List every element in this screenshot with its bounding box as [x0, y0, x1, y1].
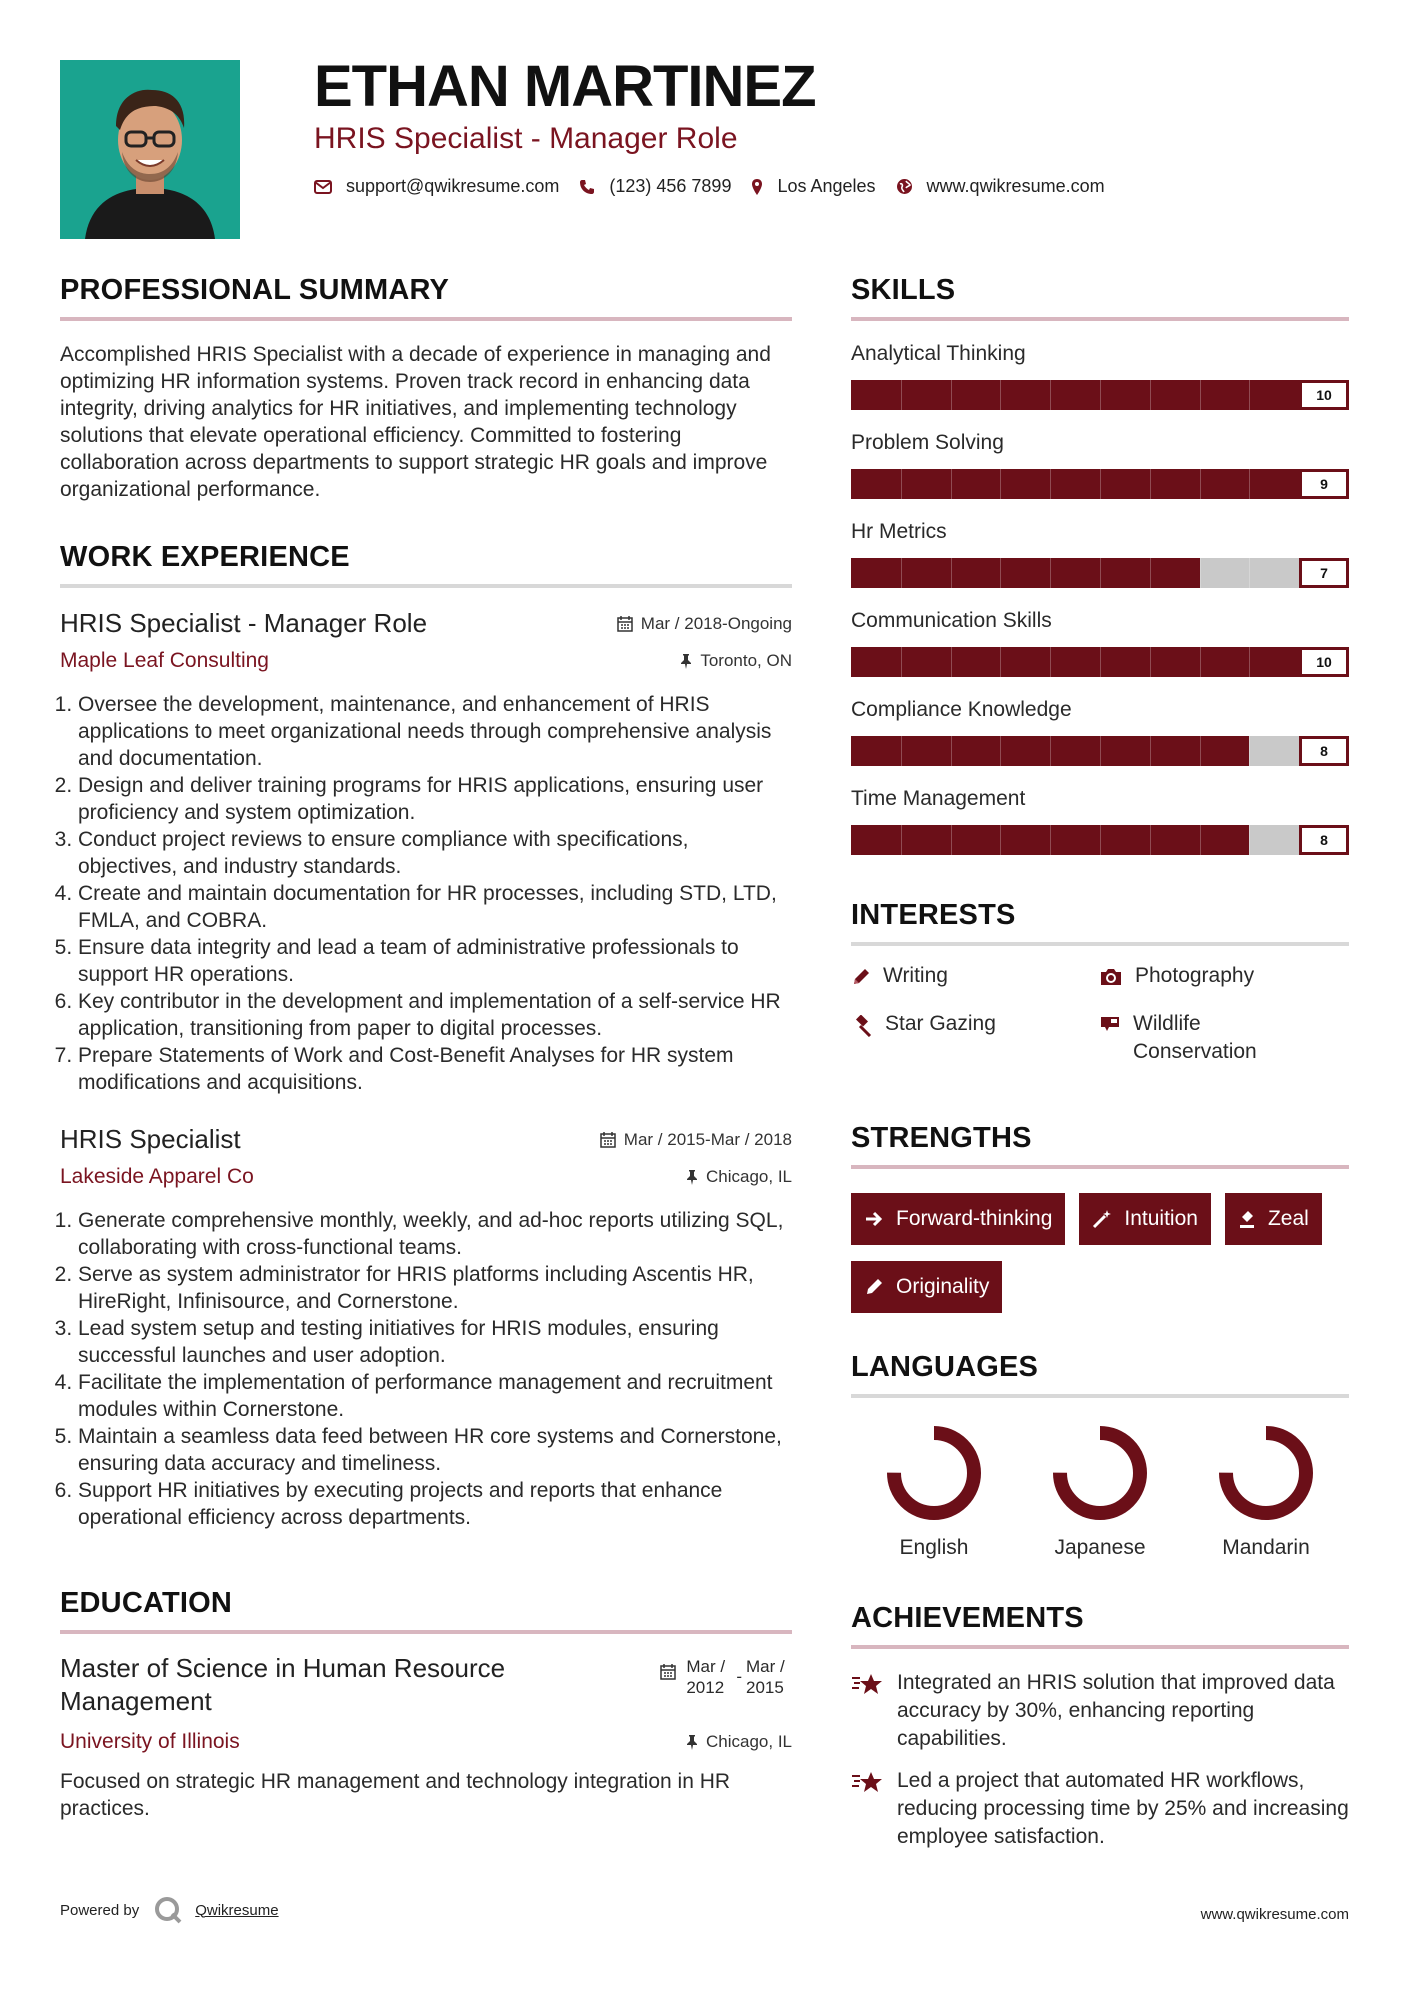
contact-bar — [314, 176, 1125, 197]
responsibility-item: 3. Lead system setup and testing initiatives for HRIS modules, ensuring successful launches and user adoption. — [78, 1315, 792, 1369]
shooting-star-icon — [851, 1672, 883, 1696]
interest-item — [851, 962, 1099, 990]
contact-location — [751, 176, 875, 197]
responsibility-item: 3. Conduct project reviews to ensure compliance with specifications, objectives, and industry standards. — [78, 826, 792, 880]
skill-bar-segment — [951, 736, 952, 766]
language-item — [1183, 1424, 1349, 1560]
language-ring-arc — [1060, 1433, 1140, 1513]
skill-bar-segment — [1150, 736, 1151, 766]
skill-bar-segment — [1050, 647, 1051, 677]
skill-bar — [851, 558, 1349, 588]
calendar-icon — [617, 616, 633, 632]
powered-by-label: Powered by — [60, 1901, 140, 1919]
shooting-star-icon — [851, 1770, 883, 1794]
brand-link[interactable]: Qwikresume — [195, 1901, 279, 1919]
skill-bar-segment — [1200, 647, 1201, 677]
summary-section — [60, 276, 792, 503]
job-entry — [60, 608, 792, 1096]
skill-name: Compliance Knowledge — [851, 698, 1072, 721]
skill-bar-segment — [1100, 558, 1101, 588]
school-location — [686, 1732, 792, 1752]
flag-icon — [1099, 1015, 1121, 1035]
job-location — [686, 1167, 792, 1187]
interests-divider — [851, 942, 1349, 946]
responsibility-item: 6. Key contributor in the development and implementation of a self-service HR application, transitioning from paper to digital processes. — [78, 988, 792, 1042]
calendar-icon — [660, 1664, 676, 1680]
skill-bar-segment — [1100, 380, 1101, 410]
education-date-start: Mar / 2012 — [686, 1657, 726, 1697]
strengths-divider — [851, 1165, 1349, 1169]
language-name: Japanese — [1054, 1536, 1146, 1559]
skill-score: 7 — [1299, 558, 1349, 588]
interest-item — [1099, 1010, 1349, 1066]
footer-powered-by — [60, 1895, 279, 1925]
experience-divider — [60, 584, 792, 588]
skill-bar-segment — [1000, 469, 1001, 499]
skill-bar-segment — [901, 558, 902, 588]
skill-item — [851, 699, 1349, 766]
skill-name: Problem Solving — [851, 431, 1004, 454]
skill-bar — [851, 380, 1349, 410]
language-ring — [1051, 1424, 1149, 1522]
interests-section — [851, 901, 1349, 1066]
education-title: EDUCATION — [60, 1587, 233, 1619]
skills-divider — [851, 317, 1349, 321]
skill-score: 8 — [1299, 825, 1349, 855]
left-column — [60, 276, 792, 1822]
interest-item — [851, 1010, 1099, 1066]
candidate-name: ETHAN MARTINEZ — [314, 54, 816, 119]
interest-label: Star Gazing — [885, 1012, 996, 1035]
language-name: Mandarin — [1222, 1536, 1310, 1559]
job-location-text: Toronto, ON — [700, 651, 792, 670]
skill-bar-segment — [1000, 736, 1001, 766]
skills-title: SKILLS — [851, 274, 956, 306]
skill-bar-segment — [1200, 736, 1201, 766]
skill-bar-segment — [1050, 736, 1051, 766]
achievement-text: Led a project that automated HR workflows, reducing processing time by 25% and increasing employee satisfaction. — [897, 1769, 1349, 1848]
skill-bar-segment — [951, 825, 952, 855]
skill-bar-segment — [1100, 647, 1101, 677]
responsibility-item: 1. Generate comprehensive monthly, weekly, and ad-hoc reports utilizing SQL, collaborating with cross-functional teams. — [78, 1207, 792, 1261]
languages-list — [851, 1424, 1349, 1560]
achievements-divider — [851, 1645, 1349, 1649]
degree-title: Master of Science in Human Resource Management — [60, 1653, 506, 1716]
skills-list — [851, 343, 1349, 855]
skill-bar-segment — [1150, 380, 1151, 410]
skill-bar-segment — [1249, 469, 1250, 499]
contact-phone-text: (123) 456 7899 — [609, 176, 732, 196]
phone-icon — [579, 179, 595, 195]
gavel-icon — [1238, 1209, 1256, 1229]
summary-divider — [60, 317, 792, 321]
skill-bar-segment — [951, 647, 952, 677]
strength-label: Intuition — [1124, 1207, 1198, 1230]
skill-bar-segment — [901, 736, 902, 766]
education-date — [660, 1656, 792, 1718]
skill-bar-segment — [1050, 380, 1051, 410]
skill-bar — [851, 647, 1349, 677]
skills-section — [851, 276, 1349, 855]
skill-bar-segment — [1249, 380, 1250, 410]
skill-bar-segment — [1150, 558, 1151, 588]
achievement-item — [851, 1767, 1349, 1851]
skill-bar-segment — [901, 825, 902, 855]
right-column — [851, 276, 1349, 1851]
skill-bar-segment — [1249, 558, 1250, 588]
skill-bar-segment — [901, 469, 902, 499]
skill-bar-segment — [1000, 380, 1001, 410]
interests-title: INTERESTS — [851, 899, 1016, 931]
language-ring — [1217, 1424, 1315, 1522]
strengths-title: STRENGTHS — [851, 1122, 1032, 1154]
interest-item — [1099, 962, 1349, 990]
interest-label: Writing — [883, 964, 948, 987]
responsibility-item: 5. Maintain a seamless data feed between HR core systems and Cornerstone, ensuring data accuracy and timeliness. — [78, 1423, 792, 1477]
responsibility-item: 5. Ensure data integrity and lead a team of administrative professionals to support HR operations. — [78, 934, 792, 988]
language-ring-arc — [1226, 1433, 1306, 1513]
strength-chip — [851, 1193, 1065, 1245]
skill-bar-fill — [851, 469, 1299, 499]
achievement-item — [851, 1669, 1349, 1753]
skill-bar-segment — [951, 469, 952, 499]
skill-bar-segment — [1150, 647, 1151, 677]
school-name: University of Illinois — [60, 1730, 240, 1753]
skill-bar-segment — [1150, 469, 1151, 499]
education-divider — [60, 1630, 792, 1634]
skill-bar-segment — [1200, 825, 1201, 855]
skill-bar — [851, 736, 1349, 766]
language-item — [1017, 1424, 1183, 1560]
skill-bar-segment — [1100, 736, 1101, 766]
pushpin-icon — [686, 1169, 698, 1185]
skill-name: Communication Skills — [851, 609, 1052, 632]
skill-score: 10 — [1299, 380, 1349, 410]
contact-website-text: www.qwikresume.com — [926, 176, 1105, 196]
skill-bar-segment — [901, 647, 902, 677]
skill-item — [851, 610, 1349, 677]
responsibility-item: 4. Facilitate the implementation of performance management and recruitment modules within Cornerstone. — [78, 1369, 792, 1423]
interest-label: Photography — [1135, 964, 1255, 987]
skill-bar-segment — [1050, 825, 1051, 855]
responsibility-item: 4. Create and maintain documentation for HR processes, including STD, LTD, FMLA, and COBRA. — [78, 880, 792, 934]
responsibility-item: 6. Support HR initiatives by executing projects and reports that enhance operational efficiency across departments. — [78, 1477, 792, 1531]
strengths-section — [851, 1124, 1349, 1313]
skill-score: 8 — [1299, 736, 1349, 766]
skill-bar — [851, 469, 1349, 499]
skill-item — [851, 521, 1349, 588]
job-date — [617, 614, 792, 634]
profile-photo — [60, 60, 240, 239]
skill-bar-segment — [1249, 825, 1250, 855]
contact-location-text: Los Angeles — [777, 176, 876, 196]
skill-bar-segment — [1249, 647, 1250, 677]
responsibility-item: 1. Oversee the development, maintenance, and enhancement of HRIS applications to meet organizational needs through comprehensive analysis and documentation. — [78, 691, 792, 772]
skill-item — [851, 432, 1349, 499]
skill-bar-segment — [951, 380, 952, 410]
magic-wand-icon — [1092, 1209, 1112, 1229]
skill-bar-segment — [1200, 469, 1201, 499]
skill-bar-segment — [1200, 380, 1201, 410]
achievement-text: Integrated an HRIS solution that improved data accuracy by 30%, enhancing reporting capabilities. — [897, 1671, 1335, 1750]
skill-bar-segment — [1150, 825, 1151, 855]
interests-list — [851, 962, 1349, 1066]
job-company: Maple Leaf Consulting — [60, 649, 269, 672]
strength-label: Originality — [896, 1275, 990, 1298]
strength-chip — [1225, 1193, 1322, 1245]
language-name: English — [899, 1536, 969, 1559]
map-pin-icon — [751, 178, 763, 196]
candidate-role: HRIS Specialist - Manager Role — [314, 122, 738, 155]
skill-bar-segment — [1100, 825, 1101, 855]
qwikresume-logo-icon — [153, 1895, 183, 1925]
skill-score: 10 — [1299, 647, 1349, 677]
job-responsibilities — [60, 1207, 792, 1531]
job-date-text: Mar / 2015-Mar / 2018 — [623, 1130, 792, 1149]
responsibility-item: 7. Prepare Statements of Work and Cost-Benefit Analyses for HR system modifications and acquisitions. — [78, 1042, 792, 1096]
gavel-icon — [851, 1015, 873, 1037]
calendar-icon — [600, 1132, 616, 1148]
contact-email-text: support@qwikresume.com — [346, 176, 560, 196]
responsibility-item: 2. Serve as system administrator for HRIS platforms including Ascentis HR, HireRight, Infinisource, and Cornerstone. — [78, 1261, 792, 1315]
job-entry — [60, 1124, 792, 1531]
pencil-icon — [851, 967, 871, 987]
language-ring-arc — [894, 1433, 974, 1513]
camera-icon — [1099, 967, 1123, 987]
strengths-list — [851, 1193, 1349, 1313]
skill-bar-segment — [1000, 647, 1001, 677]
job-company: Lakeside Apparel Co — [60, 1165, 254, 1188]
education-section — [60, 1589, 792, 1822]
skill-bar-segment — [951, 558, 952, 588]
education-date-separator: - — [736, 1667, 742, 1686]
pencil-icon — [864, 1277, 884, 1297]
skill-bar-segment — [901, 380, 902, 410]
summary-text: Accomplished HRIS Specialist with a decade of experience in managing and optimizing HR information systems. Proven track record in enhancing data integrity, driving analytics for HR initiatives, and implementing technology solutions that elevate operational efficiency. Committed to fostering collaboration across departments to support strategic HR goals and improve organizational performance. — [60, 343, 771, 501]
globe-icon — [896, 178, 913, 195]
achievements-title: ACHIEVEMENTS — [851, 1602, 1084, 1634]
responsibility-item: 2. Design and deliver training programs for HRIS applications, ensuring user proficiency and system optimization. — [78, 772, 792, 826]
skill-bar-segment — [1249, 736, 1250, 766]
skill-bar — [851, 825, 1349, 855]
education-description: Focused on strategic HR management and technology integration in HR practices. — [60, 1770, 731, 1820]
languages-divider — [851, 1394, 1349, 1398]
job-title: HRIS Specialist — [60, 1124, 241, 1154]
skill-bar-segment — [1050, 469, 1051, 499]
strength-chip — [1079, 1193, 1211, 1245]
skill-bar-segment — [1100, 469, 1101, 499]
strength-label: Forward-thinking — [896, 1207, 1053, 1230]
arrow-right-icon — [864, 1210, 884, 1228]
skill-bar-segment — [1050, 558, 1051, 588]
job-location-text: Chicago, IL — [706, 1167, 792, 1186]
skill-bar-segment — [1000, 825, 1001, 855]
achievements-section — [851, 1604, 1349, 1851]
skill-name: Time Management — [851, 787, 1026, 810]
language-item — [851, 1424, 1017, 1560]
summary-title: PROFESSIONAL SUMMARY — [60, 274, 450, 306]
interest-label: Wildlife Conservation — [1133, 1012, 1257, 1063]
contact-website[interactable] — [896, 176, 1105, 197]
languages-section — [851, 1353, 1349, 1560]
skill-bar-segment — [1200, 558, 1201, 588]
skill-score: 9 — [1299, 469, 1349, 499]
envelope-icon — [314, 180, 332, 194]
job-date-text: Mar / 2018-Ongoing — [640, 614, 792, 633]
experience-title: WORK EXPERIENCE — [60, 541, 350, 573]
skill-bar-fill — [851, 558, 1200, 588]
language-ring — [885, 1424, 983, 1522]
skill-item — [851, 788, 1349, 855]
pushpin-icon — [686, 1734, 698, 1750]
education-date-end: Mar / 2015 — [746, 1657, 785, 1697]
job-title: HRIS Specialist - Manager Role — [60, 608, 428, 638]
strength-label: Zeal — [1267, 1207, 1309, 1230]
skill-item — [851, 343, 1349, 410]
contact-phone[interactable] — [579, 176, 731, 197]
school-location-text: Chicago, IL — [706, 1732, 792, 1751]
job-date — [600, 1130, 792, 1150]
contact-email[interactable] — [314, 176, 559, 197]
skill-name: Hr Metrics — [851, 520, 947, 543]
footer-url[interactable]: www.qwikresume.com — [1200, 1906, 1349, 1923]
languages-title: LANGUAGES — [851, 1351, 1039, 1383]
experience-section — [60, 543, 792, 1531]
skill-name: Analytical Thinking — [851, 342, 1026, 365]
skill-bar-segment — [1000, 558, 1001, 588]
job-responsibilities — [60, 691, 792, 1096]
person-portrait-icon — [60, 60, 240, 239]
job-location — [680, 651, 792, 671]
strength-chip — [851, 1261, 1002, 1313]
pushpin-icon — [680, 653, 692, 669]
